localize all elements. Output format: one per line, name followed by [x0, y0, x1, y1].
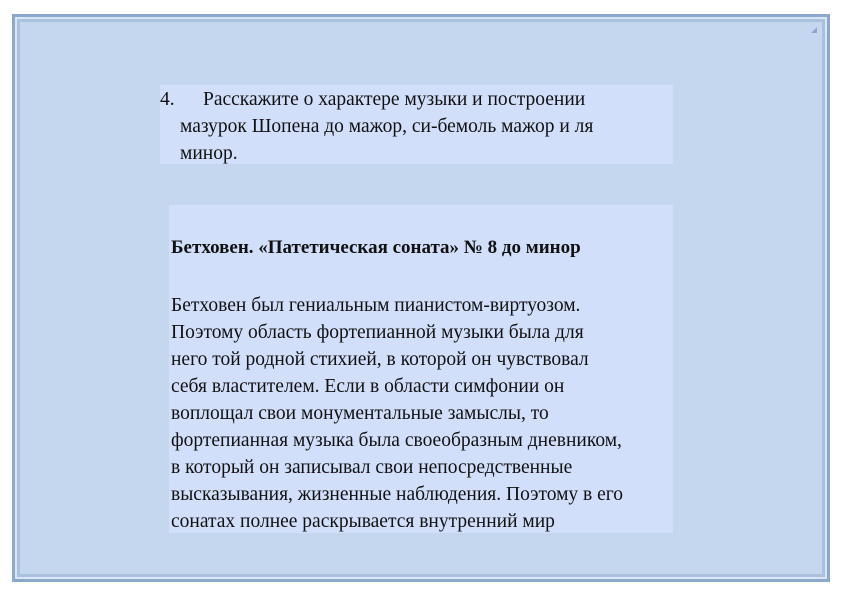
body-line: сонатах полнее раскрывается внутренний мир [171, 511, 555, 532]
text-block-body [171, 292, 681, 535]
body-line: фортепианная музыка была своеобразным дневником, [171, 430, 622, 451]
body-line: воплощал свои монументальные замыслы, то [171, 403, 549, 424]
body-line: в который он записывал свои непосредственные [171, 457, 573, 478]
text-block-title: Бетховен. «Патетическая соната» № 8 до минор [171, 237, 581, 258]
text-block [169, 205, 673, 533]
body-line: себя властителем. Если в области симфонии он [171, 376, 565, 397]
body-line: Поэтому область фортепианной музыки была для [171, 322, 584, 343]
question-textbox [160, 85, 673, 164]
question-line: Расскажите о характере музыки и построении [203, 89, 586, 110]
body-line: Бетховен был гениальным пианистом-виртуозом. [171, 295, 581, 316]
question-first-line [160, 86, 673, 113]
question-number: 4. [160, 89, 175, 110]
corner-marker [811, 27, 817, 33]
question-line: мазурок Шопена до мажор, си-бемоль мажор и ля [180, 116, 594, 137]
body-line: высказывания, жизненные наблюдения. Поэтому в его [171, 484, 624, 505]
body-line: него той родной стихией, в которой он чувствовал [171, 349, 589, 370]
question-line: минор. [180, 143, 238, 164]
